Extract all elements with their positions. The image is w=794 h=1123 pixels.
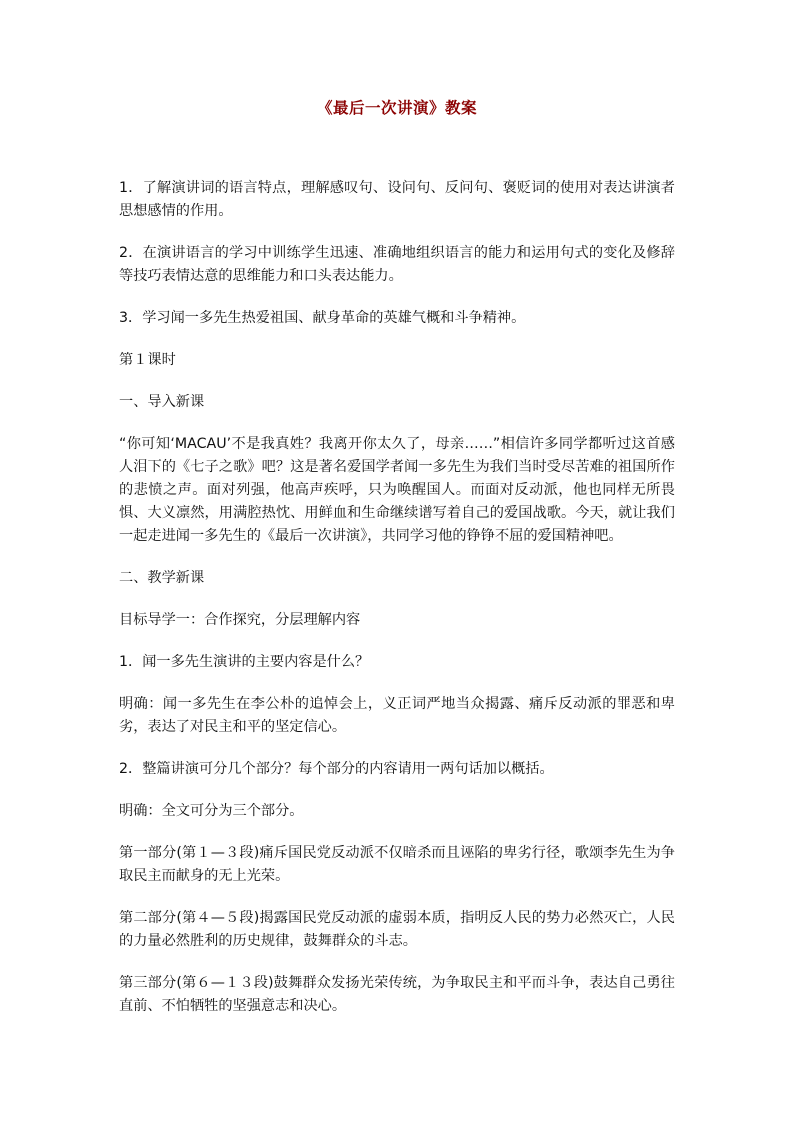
paragraph-objective-1: 1．了解演讲词的语言特点，理解感叹句、设问句、反问句、褒贬词的使用对表达讲演者思想感情的作用。 (119, 180, 675, 219)
document-body (119, 177, 675, 1037)
paragraph-question-2: 2．整篇讲演可分几个部分？每个部分的内容请用一两句话加以概括。 (119, 761, 554, 777)
paragraph-objective-3: 3．学习闻一多先生热爱祖国、献身革命的英雄气概和斗争精神。 (119, 310, 526, 326)
paragraph-answer-1: 明确：闻一多先生在李公朴的追悼会上，义正词严地当众揭露、痛斥反动派的罪恶和卑劣，表达了对民主和平的坚定信心。 (119, 696, 675, 735)
paragraph-part-1: 第一部分(第１—３段)痛斥国民党反动派不仅暗杀而且诬陷的卑劣行径，歌颂李先生为争取民主而献身的无上光荣。 (119, 845, 675, 884)
paragraph-lesson-heading: 第１课时 (119, 352, 176, 368)
paragraph-part-2: 第二部分(第４—５段)揭露国民党反动派的虚弱本质，指明反人民的势力必然灭亡，人民的力量必然胜利的历史规律，鼓舞群众的斗志。 (119, 910, 675, 949)
paragraph-section-teaching: 二、教学新课 (119, 570, 205, 586)
paragraph-section-intro: 一、导入新课 (119, 394, 205, 410)
paragraph-answer-2: 明确：全文可分为三个部分。 (119, 803, 304, 819)
paragraph-intro-text: “你可知‘MACAU’不是我真姓？我离开你太久了，母亲……”相信许多同学都听过这首感人泪下的《七子之歌》吧？这是著名爱国学者闻一多先生为我们当时受尽苦难的祖国所作的悲愤之声。面对列强，他高声疾呼，只为唤醒国人。而面对反动派，他也同样无所畏惧、大义凛然，用满腔热忱、用鲜血和生命继续谱写着自己的爱国战歌。今天，就让我们一起走进闻一多先生的《最后一次讲演》，共同学习他的铮铮不屈的爱国精神吧。 (119, 436, 675, 544)
paragraph-question-1: 1．闻一多先生演讲的主要内容是什么？ (119, 654, 370, 670)
paragraph-objective-2: 2．在演讲语言的学习中训练学生迅速、准确地组织语言的能力和运用句式的变化及修辞等技巧表情达意的思维能力和口头表达能力。 (119, 245, 675, 284)
paragraph-part-3: 第三部分(第６—１３段)鼓舞群众发扬光荣传统，为争取民主和平而斗争，表达自己勇往直前、不怕牺牲的坚强意志和决心。 (119, 975, 675, 1014)
paragraph-goal-1: 目标导学一：合作探究，分层理解内容 (119, 612, 361, 628)
document-title: 《最后一次讲演》教案 (316, 98, 477, 117)
